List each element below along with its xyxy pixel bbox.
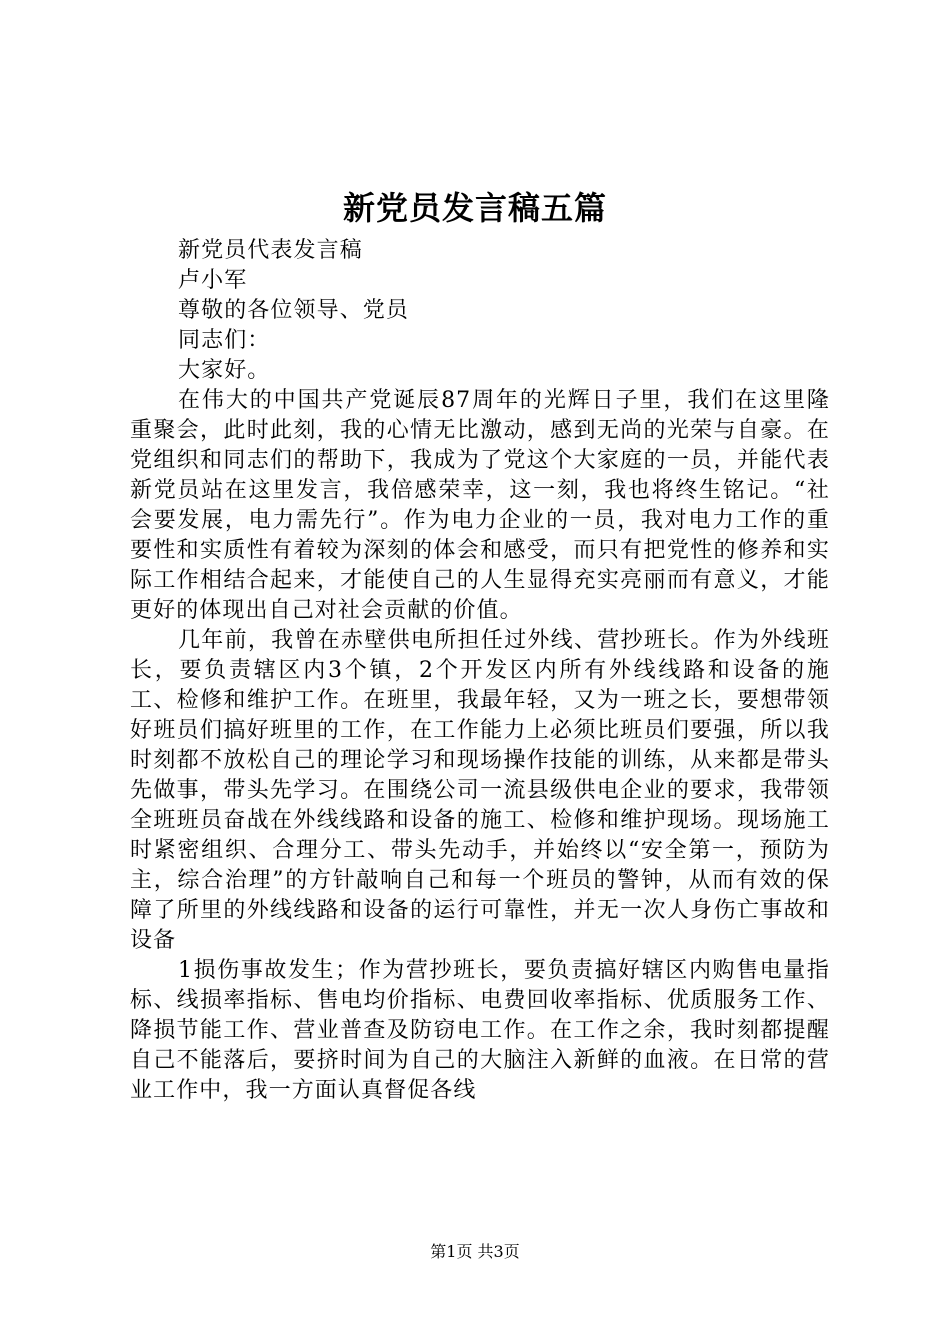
- header-line-author: 卢小军: [178, 268, 248, 293]
- document-body: [130, 236, 830, 1106]
- body-paragraph-2: 几年前，我曾在赤壁供电所担任过外线、营抄班长。作为外线班长，要负责辖区内3个镇，2个开发区内所有外线线路和设备的施工、检修和维护工作。在班里，我最年轻，又为一班之长，要想带领好班员们搞好班里的工作，在工作能力上必须比班员们要强，所以我时刻都不放松自己的理论学习和现场操作技能的训练，从来都是带头先做事，带头先学习。在围绕公司一流县级供电企业的要求，我带领全班班员奋战在外线线路和设备的施工、检修和维护现场。现场施工时紧密组织、合理分工、带头先动手，并始终以“安全第一，预防为主，综合治理”的方针敲响自己和每一个班员的警钟，从而有效的保障了所里的外线线路和设备的运行可靠性，并无一次人身伤亡事故和设备: [130, 628, 830, 953]
- header-line-subtitle: 新党员代表发言稿: [178, 238, 363, 263]
- header-line-comrades: 同志们：: [178, 328, 271, 353]
- body-paragraph-1: 在伟大的中国共产党诞辰87周年的光辉日子里，我们在这里隆重聚会，此时此刻，我的心情无比激动，感到无尚的光荣与自豪。在党组织和同志们的帮助下，我成为了党这个大家庭的一员，并能代表新党员站在这里发言，我倍感荣幸，这一刻，我也将终生铭记。“社会要发展，电力需先行”。作为电力企业的一员，我对电力工作的重要性和实质性有着较为深刻的体会和感受，而只有把党性的修养和实际工作相结合起来，才能使自己的人生显得充实亮丽而有意义，才能更好的体现出自己对社会贡献的价值。: [130, 388, 830, 623]
- page-footer: 第1页 共3页: [430, 1242, 520, 1261]
- document-title: 新党员发言稿五篇: [342, 189, 607, 227]
- header-line-greeting: 大家好。: [178, 358, 271, 383]
- body-paragraph-3: 1损伤事故发生；作为营抄班长，要负责搞好辖区内购售电量指标、线损率指标、售电均价指标、电费回收率指标、优质服务工作、降损节能工作、营业普查及防窃电工作。在工作之余，我时刻都提醒自己不能落后，要挤时间为自己的大脑注入新鲜的血液。在日常的营业工作中，我一方面认真督促各线: [130, 958, 830, 1103]
- header-line-salutation: 尊敬的各位领导、党员: [178, 298, 410, 323]
